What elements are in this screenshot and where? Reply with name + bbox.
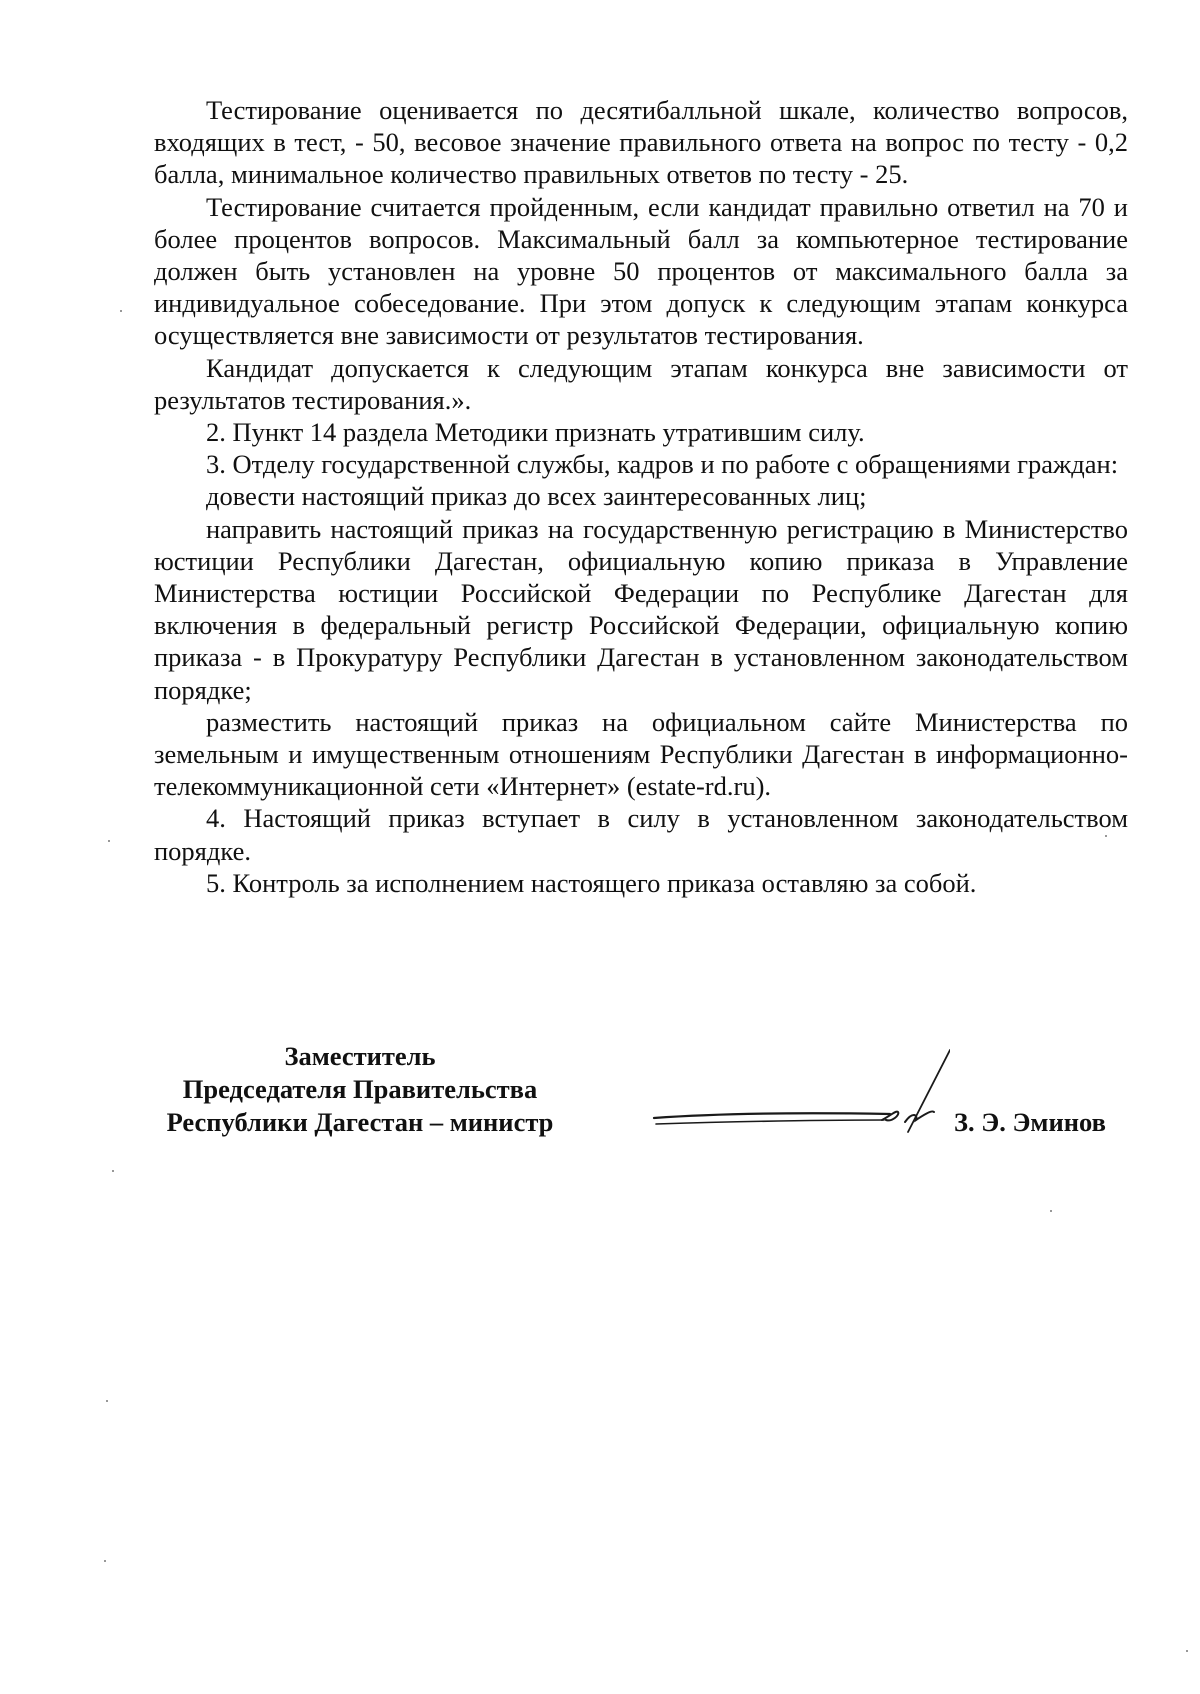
paragraph-testing-passed: Тестирование считается пройденным, если кандидат правильно ответил на 70 и более процентов вопросов. Максимальный балл за компьютерное тестирование должен быть установлен на уровне 50 процентов от максимального балла за индивидуальное собеседование. При этом допуск к следующим этапам конкурса осуществляется вне зависимости от результатов тестирования. — [154, 191, 1128, 351]
scan-speck — [1105, 835, 1107, 837]
signer-name: З. Э. Эминов — [954, 1107, 1106, 1137]
paragraph-item-3-send: направить настоящий приказ на государственную регистрацию в Министерство юстиции Республики Дагестан, официальную копию приказа в Управление Министерства юстиции Российской Федерации по Республике Дагестан для включения в федеральный регистр Российской Федерации, официальную копию приказа - в Прокуратуру Республики Дагестан в установленном законодательством порядке; — [154, 513, 1128, 705]
paragraph-item-3: 3. Отделу государственной службы, кадров и по работе с обращениями граждан: — [206, 449, 1119, 480]
paragraph-item-2: 2. Пункт 14 раздела Методики признать утратившим силу. — [206, 417, 865, 448]
paragraph-testing-scale: Тестирование оценивается по десятибалльной шкале, количество вопросов, входящих в тест, - 50, весовое значение правильного ответа на вопрос по тесту - 0,2 балла, минимальное количество правильных ответов по тесту - 25. — [154, 95, 1128, 190]
scan-speck — [1050, 1210, 1052, 1212]
position-line: Заместитель — [284, 1041, 436, 1071]
position-line: Республики Дагестан – министр — [166, 1107, 554, 1137]
scan-speck — [120, 310, 122, 312]
scan-speck — [108, 840, 110, 842]
paragraph-item-3-publish: разместить настоящий приказ на официальном сайте Министерства по земельным и имущественным отношениям Республики Дагестан в информационно-телекоммуникационной сети «Интернет» (estate-rd.ru). — [154, 706, 1128, 802]
paragraph-item-4: 4. Настоящий приказ вступает в силу в установленном законодательством порядке. — [154, 803, 1128, 866]
position-line: Председателя Правительства — [182, 1074, 538, 1104]
document-body — [154, 94, 1128, 899]
scan-speck — [1186, 1650, 1188, 1652]
scan-speck — [106, 1400, 108, 1402]
paragraph-item-3-bring: довести настоящий приказ до всех заинтересованных лиц; — [206, 481, 867, 512]
paragraph-candidate-admission: Кандидат допускается к следующим этапам конкурса вне зависимости от результатов тестирования.». — [154, 352, 1128, 415]
paragraph-item-5: 5. Контроль за исполнением настоящего приказа оставляю за собой. — [206, 867, 977, 898]
signatory-position — [150, 1040, 570, 1139]
scan-speck — [104, 1560, 106, 1562]
handwritten-signature — [650, 1040, 950, 1160]
scan-speck — [112, 1170, 114, 1172]
